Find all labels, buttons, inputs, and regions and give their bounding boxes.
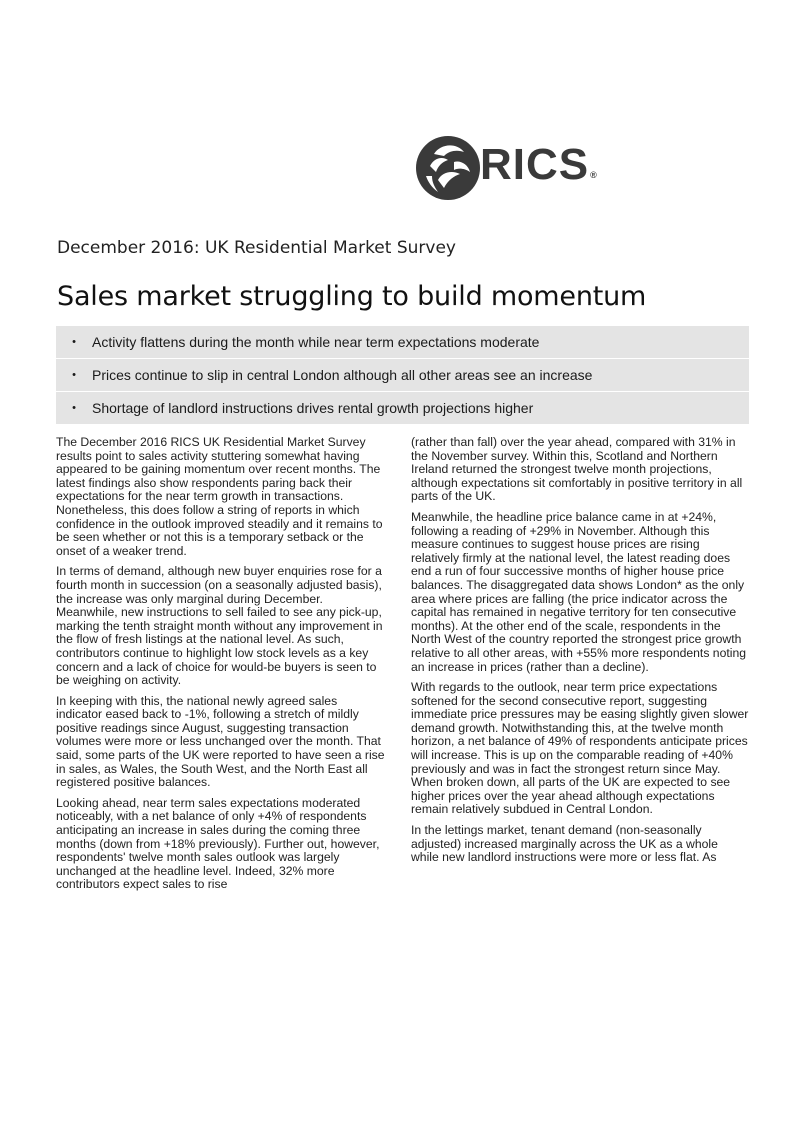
page-title: Sales market struggling to build momentum — [57, 281, 647, 312]
logo-wordmark: RICS® — [480, 140, 598, 189]
body-paragraph: (rather than fall) over the year ahead, compared with 31% in the November survey. Within this, Scotland and Northern Ireland returned the strongest twelve month projections, although expectations sit comfortably in positive territory in all parts of the UK. — [411, 435, 743, 504]
body-paragraph: The December 2016 RICS UK Residential Market Survey results point to sales activity stuttering somewhat having appeared to be gaining momentum over recent months. The latest findings also show respondents paring back their expectations for the near term growth in transactions. Nonetheless, this does follow a string of reports in which confidence in the outlook improved steadily and it remains to be seen whether or not this is a temporary setback or the onset of a weaker trend. — [56, 435, 383, 558]
body-paragraph: Looking ahead, near term sales expectations moderated noticeably, with a net balance of only +4% of respondents anticipating an increase in sales during the coming three months (down from +18% previously). Further out, however, respondents' twelve month sales outlook was largely unchanged at the headline level. Indeed, 32% more contributors expect sales to rise — [56, 795, 380, 892]
key-points-list — [56, 326, 749, 425]
report-kicker: December 2016: UK Residential Market Survey — [57, 238, 456, 258]
bullet-icon: • — [72, 336, 76, 348]
body-paragraph: With regards to the outlook, near term price expectations softened for the second consecutive report, suggesting immediate price pressures may be easing slightly given slower demand growth. Notwithstanding this, at the twelve month horizon, a net balance of 49% of respondents anticipate prices will increase. This is up on the comparable reading of +40% previously and was in fact the strongest return since May. When broken down, all parts of the UK are expected to see higher prices over the year ahead although expectations remain relatively subdued in Central London. — [411, 680, 749, 817]
body-paragraph: Meanwhile, the headline price balance came in at +24%, following a reading of +29% in November. Although this measure continues to suggest house prices are rising relatively firmly at the national level, the latest reading does end a run of four successive months of higher house price balances. The disaggregated data shows London* as the only area where prices are falling (the price indicator across the capital has remained in negative territory for ten consecutive months). At the other end of the scale, respondents in the North West of the country reported the strongest price growth relative to all other areas, with +55% more respondents noting an increase in prices (rather than a decline). — [411, 509, 747, 674]
body-paragraph: In keeping with this, the national newly agreed sales indicator eased back to -1%, following a stretch of mildly positive readings since August, suggesting transaction volumes were more or less unchanged over the month. That said, some parts of the UK were reported to have seen a rise in sales, as Wales, the South West, and the North East all registered positive balances. — [56, 693, 385, 790]
body-paragraph: In the lettings market, tenant demand (non-seasonally adjusted) increased marginally across the UK as a whole while new landlord instructions were more or less flat. As — [411, 823, 718, 865]
bullet-icon: • — [72, 369, 76, 381]
key-point — [56, 326, 749, 358]
key-point-text: Activity flattens during the month while near term expectations moderate — [92, 334, 540, 350]
key-point — [56, 359, 749, 391]
body-paragraph: In terms of demand, although new buyer enquiries rose for a fourth month in succession (on a seasonally adjusted basis), the increase was only marginal during December. Meanwhile, new instructions to sell failed to see any pick-up, marking the tenth straight month without any improvement in the flow of fresh listings at the national level. As such, contributors continue to highlight low stock levels as a key concern and a lack of choice for would-be buyers is seen to be weighing on activity. — [56, 564, 383, 688]
registered-mark: ® — [590, 170, 598, 180]
bullet-icon: • — [72, 402, 76, 414]
body-column-right — [411, 436, 749, 872]
lion-head-icon — [414, 132, 484, 202]
key-point-text: Prices continue to slip in central London although all other areas see an increase — [92, 367, 593, 383]
key-point-text: Shortage of landlord instructions drives rental growth projections higher — [92, 400, 534, 416]
rics-logo — [414, 132, 614, 202]
body-column-left — [56, 436, 386, 899]
key-point — [56, 392, 749, 424]
